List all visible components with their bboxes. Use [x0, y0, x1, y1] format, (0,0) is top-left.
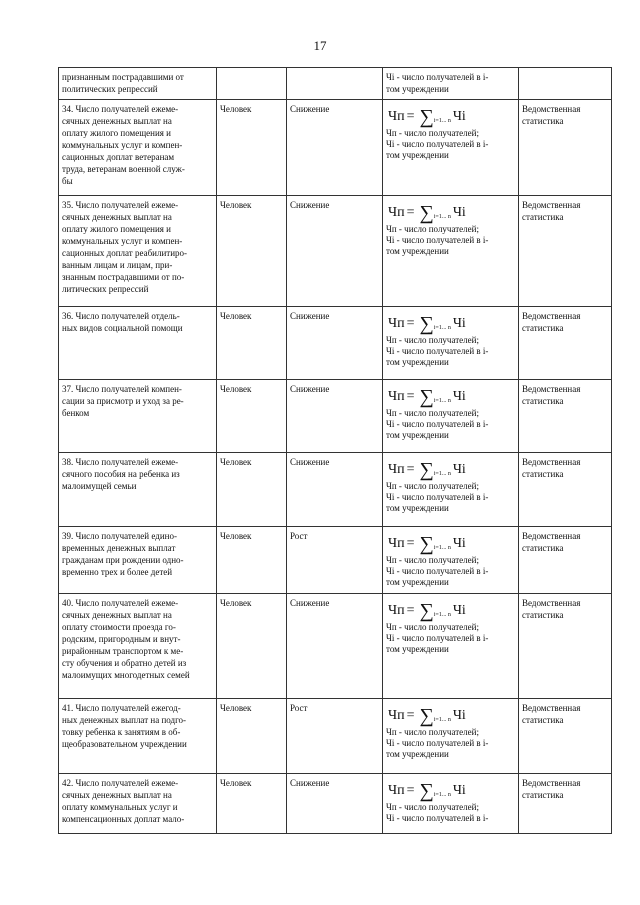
- sigma-symbol: ∑: [419, 705, 434, 727]
- sigma-symbol: ∑: [419, 313, 434, 335]
- indicator-cell: 38. Число получателей ежеме- сячного пособия на ребенка из малоимущей семьи: [59, 453, 217, 527]
- formula-lhs: Чп: [388, 708, 405, 723]
- trend-cell: Снижение: [287, 100, 383, 196]
- sum-formula: [388, 602, 515, 620]
- trend-cell: Снижение: [287, 380, 383, 453]
- indicators-table: [58, 67, 612, 834]
- indicator-cell: 41. Число получателей ежегод- ных денежных выплат на подго- товку ребенка к занятиям в об- щеобразовательном учреждении: [59, 699, 217, 774]
- unit-cell: Человек: [217, 196, 287, 307]
- formula-equals: =: [406, 205, 415, 220]
- table-row: [59, 380, 612, 453]
- trend-cell: Снижение: [287, 594, 383, 699]
- formula-limits: i=1... n: [433, 792, 451, 798]
- indicator-cell: 35. Число получателей ежеме- сячных денежных выплат на оплату жилого помещения и коммунальных услуг и компен- сационных доплат реабилитиро- ванным лицам и лицам, при- знанным пострадавшими от по- литических репрессий: [59, 196, 217, 307]
- formula-limits: i=1... n: [433, 325, 451, 331]
- formula-limits: i=1... n: [433, 118, 451, 124]
- unit-cell: Человек: [217, 527, 287, 594]
- source-cell: Ведомственная статистика: [519, 774, 612, 834]
- sigma-symbol: ∑: [419, 780, 434, 802]
- table-row: [59, 699, 612, 774]
- page-number: 17: [313, 38, 327, 53]
- unit-cell: Человек: [217, 453, 287, 527]
- trend-cell: Снижение: [287, 774, 383, 834]
- formula-limits: i=1... n: [433, 398, 451, 404]
- formula-description: Чп - число получателей; Чi - число получателей в i- том учреждении: [386, 622, 489, 654]
- formula-lhs: Чп: [388, 109, 405, 124]
- formula-rhs: Чi: [452, 389, 466, 404]
- formula-description: Чп - число получателей; Чi - число получателей в i- том учреждении: [386, 335, 489, 367]
- formula-cell: [383, 196, 519, 307]
- indicator-cell: 42. Число получателей ежеме- сячных денежных выплат на оплату коммунальных услуг и компенсационных доплат мало-: [59, 774, 217, 834]
- trend-cell: Рост: [287, 699, 383, 774]
- formula-rhs: Чi: [452, 205, 466, 220]
- trend-cell: Снижение: [287, 196, 383, 307]
- sum-formula: [388, 461, 515, 479]
- indicator-cell: 34. Число получателей ежеме- сячных денежных выплат на оплату жилого помещения и коммунальных услуг и компен- сационных доплат ветеранам труда, ветеранам военной служ- бы: [59, 100, 217, 196]
- formula-limits: i=1... n: [433, 545, 451, 551]
- unit-cell: Человек: [217, 380, 287, 453]
- unit-cell: [217, 68, 287, 100]
- table-row: [59, 100, 612, 196]
- table-row: [59, 594, 612, 699]
- source-cell: Ведомственная статистика: [519, 594, 612, 699]
- formula-description: Чп - число получателей; Чi - число получателей в i- том учреждении: [386, 408, 489, 440]
- formula-cell: [383, 594, 519, 699]
- formula-description: Чп - число получателей; Чi - число получателей в i- том учреждении: [386, 727, 489, 759]
- source-cell: Ведомственная статистика: [519, 527, 612, 594]
- formula-cell: [383, 100, 519, 196]
- table-row: [59, 774, 612, 834]
- formula-equals: =: [406, 783, 415, 798]
- source-cell: Ведомственная статистика: [519, 100, 612, 196]
- formula-equals: =: [406, 603, 415, 618]
- unit-cell: Человек: [217, 100, 287, 196]
- sum-formula: [388, 782, 515, 800]
- formula-cell: [383, 380, 519, 453]
- formula-lhs: Чп: [388, 462, 405, 477]
- formula-equals: =: [406, 389, 415, 404]
- sum-formula: [388, 108, 515, 126]
- formula-lhs: Чп: [388, 389, 405, 404]
- sigma-symbol: ∑: [419, 600, 434, 622]
- table-row: [59, 196, 612, 307]
- formula-rhs: Чi: [452, 536, 466, 551]
- indicator-cell: 39. Число получателей едино- временных денежных выплат гражданам при рождении одно- временно трех и более детей: [59, 527, 217, 594]
- formula-rhs: Чi: [452, 316, 466, 331]
- formula-limits: i=1... n: [433, 717, 451, 723]
- formula-rhs: Чi: [452, 603, 466, 618]
- sum-formula: [388, 204, 515, 222]
- indicator-cell: 37. Число получателей компен- сации за присмотр и уход за ре- бенком: [59, 380, 217, 453]
- sigma-symbol: ∑: [419, 106, 434, 128]
- source-cell: Ведомственная статистика: [519, 307, 612, 380]
- formula-lhs: Чп: [388, 316, 405, 331]
- formula-description: Чп - число получателей; Чi - число получателей в i- том учреждении: [386, 481, 489, 513]
- formula-desc-cell: Чi - число получателей в i- том учреждении: [383, 68, 519, 100]
- formula-rhs: Чi: [452, 708, 466, 723]
- trend-cell: Снижение: [287, 307, 383, 380]
- formula-description: Чп - число получателей; Чi - число получателей в i-: [386, 802, 489, 823]
- source-cell: Ведомственная статистика: [519, 699, 612, 774]
- source-cell: Ведомственная статистика: [519, 453, 612, 527]
- formula-lhs: Чп: [388, 603, 405, 618]
- formula-rhs: Чi: [452, 783, 466, 798]
- formula-rhs: Чi: [452, 462, 466, 477]
- formula-description: Чп - число получателей; Чi - число получателей в i- том учреждении: [386, 128, 489, 160]
- trend-cell: Снижение: [287, 453, 383, 527]
- indicator-cell: признанным пострадавшими от политических репрессий: [59, 68, 217, 100]
- formula-description: Чп - число получателей; Чi - число получателей в i- том учреждении: [386, 555, 489, 587]
- formula-rhs: Чi: [452, 109, 466, 124]
- unit-cell: Человек: [217, 594, 287, 699]
- sum-formula: [388, 707, 515, 725]
- formula-equals: =: [406, 536, 415, 551]
- table-row: [59, 527, 612, 594]
- source-cell: Ведомственная статистика: [519, 380, 612, 453]
- table-row: [59, 453, 612, 527]
- indicator-cell: 40. Число получателей ежеме- сячных денежных выплат на оплату стоимости проезда го- родским, пригородным и внут- рирайонным транспортом к ме- сту обучения и обратно детей из малоимущих многодетных семей: [59, 594, 217, 699]
- formula-lhs: Чп: [388, 205, 405, 220]
- unit-cell: Человек: [217, 699, 287, 774]
- table-row-continued: [59, 68, 612, 100]
- sigma-symbol: ∑: [419, 386, 434, 408]
- formula-cell: [383, 527, 519, 594]
- formula-limits: i=1... n: [433, 471, 451, 477]
- unit-cell: Человек: [217, 774, 287, 834]
- unit-cell: Человек: [217, 307, 287, 380]
- table-row: [59, 307, 612, 380]
- trend-cell: Рост: [287, 527, 383, 594]
- formula-cell: [383, 699, 519, 774]
- formula-lhs: Чп: [388, 536, 405, 551]
- formula-cell: [383, 307, 519, 380]
- source-cell: Ведомственная статистика: [519, 196, 612, 307]
- source-cell: [519, 68, 612, 100]
- formula-equals: =: [406, 109, 415, 124]
- formula-lhs: Чп: [388, 783, 405, 798]
- sigma-symbol: ∑: [419, 533, 434, 555]
- formula-equals: =: [406, 462, 415, 477]
- trend-cell: [287, 68, 383, 100]
- sum-formula: [388, 388, 515, 406]
- formula-cell: [383, 453, 519, 527]
- formula-cell: [383, 774, 519, 834]
- sigma-symbol: ∑: [419, 459, 434, 481]
- formula-description: Чп - число получателей; Чi - число получателей в i- том учреждении: [386, 224, 489, 256]
- formula-limits: i=1... n: [433, 612, 451, 618]
- indicator-cell: 36. Число получателей отдель- ных видов социальной помощи: [59, 307, 217, 380]
- sum-formula: [388, 535, 515, 553]
- formula-limits: i=1... n: [433, 214, 451, 220]
- formula-equals: =: [406, 316, 415, 331]
- sigma-symbol: ∑: [419, 202, 434, 224]
- sum-formula: [388, 315, 515, 333]
- formula-equals: =: [406, 708, 415, 723]
